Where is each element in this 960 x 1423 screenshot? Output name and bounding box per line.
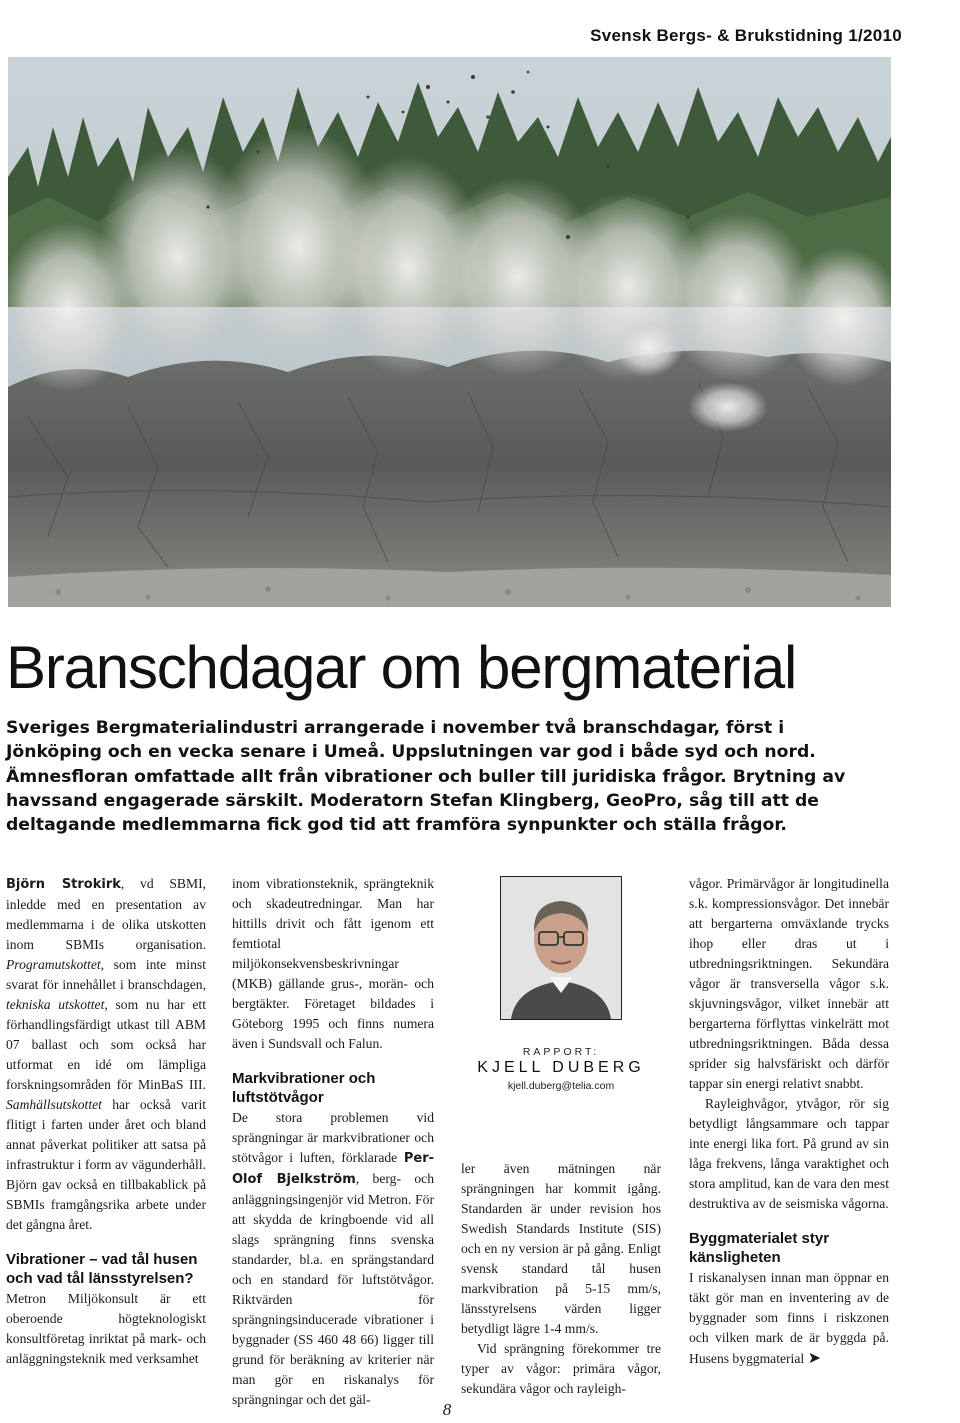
- committee-name: Samhällsutskottet: [6, 1097, 102, 1112]
- col3-paragraph-2: Vid sprängning förekommer tre typer av vågor: primära vågor, sekundära vågor och rayleigh-: [461, 1341, 661, 1396]
- column-3: [461, 1159, 661, 1399]
- subheading: Vibrationer – vad tål husen och vad tål länsstyrelsen?: [6, 1251, 198, 1287]
- blast-illustration: [8, 57, 891, 607]
- person-name: Björn Strokirk: [6, 877, 121, 892]
- column-2: [232, 874, 434, 1410]
- col1-paragraph-2: Metron Miljökonsult är ett oberoende högteknologiskt konsultföretag inriktat på mark- och anläggningsteknik med verksamhet: [6, 1291, 206, 1366]
- headline: Branschdagar om bergmaterial: [6, 634, 797, 701]
- report-label: RAPPORT:: [522, 1046, 600, 1058]
- committee-name: tekniska utskottet: [6, 997, 105, 1012]
- person-name: Per-Olof Bjelkström: [232, 1151, 434, 1187]
- author-name: KJELL DUBERG: [477, 1059, 645, 1076]
- author-email: kjell.duberg@telia.com: [507, 1080, 615, 1092]
- col4-paragraph-2: Rayleighvågor, ytvågor, rör sig betydligt långsammare och tappar inte energi lika fort. På grund av sin låga frekvens, långa varaktighet och stora amplitud, kan de vara den mest destruktiva av de seismiska vågorna.: [689, 1096, 889, 1211]
- subheading: Markvibrationer och luftstötvågor: [232, 1070, 376, 1106]
- column-4: [689, 874, 889, 1369]
- author-portrait-illustration: [501, 877, 621, 1019]
- col4-paragraph-1: vågor. Primärvågor är longitudinella s.k. kompressionsvågor. Det innebär att bergarterna omväxlande trycks ihop eller dras ut i utbredningsriktningen. Sekundära vågor är transversella vågor s.k. skjuvningsvågor, vilket innebär att bergarterna förflyttas vinkelrätt mot utbredningsriktningen. Båda dessa sprider sig halvsfäriskt och därför tappar sin energi relativt snabbt.: [689, 876, 889, 1091]
- masthead: Svensk Bergs- & Brukstidning 1/2010: [590, 26, 902, 45]
- col2-paragraph-1: inom vibrationsteknik, sprängteknik och skadeutredningar. Man har hittills drivit och fått igenom ett femtiotal miljökonsekvensbeskrivningar (MKB) gällande grus-, morän- och bergtäkter. Företaget bildades i Göteborg 1995 och finns numera även i Sundsvall och Falun.: [232, 876, 434, 1051]
- page-number: 8: [442, 1400, 452, 1419]
- author-byline: [461, 876, 661, 1092]
- blast-photo: [8, 57, 891, 607]
- subheading: Byggmaterialet styr känsligheten: [689, 1230, 830, 1266]
- col3-paragraph-1: ler även mätningen när sprängningen har kommit igång. Standarden är under revision hos Swedish Standards Institute (SIS) och en ny version är på gång. Enligt svensk standard tål husen markvibration på 5-15 mm/s, länsstyrelsens värden ligger betydligt lägre 1-4 mm/s.: [461, 1161, 661, 1336]
- ingress: Sveriges Bergmaterialindustri arrangerade i november två branschdagar, först i Jönköping och en vecka senare i Umeå. Uppslutningen var god i både syd och nord. Ämnesfloran omfattade allt från vibrationer och buller till juridiska frågor. Brytning av havssand engagerade särskilt. Moderatorn Stefan Klingberg, GeoPro, såg till att de deltagande medlemmarna fick god tid att framföra synpunkter och ställa frågor.: [6, 718, 846, 836]
- col4-paragraph-3: I riskanalysen innan man öppnar en täkt gör man en inventering av de byggnader som finns i riskzonen och vilken mark de är byggda på. Husens byggmaterial ➤: [689, 1270, 889, 1367]
- column-1: [6, 874, 206, 1369]
- col1-paragraph-1: Björn Strokirk, vd SBMI, inledde med en presentation av medlemmarna i de olika utskotten inom SBMIs organisation. Programutskottet, som inte minst svarat för innehållet i branschdagen, tekniska utskottet, som nu har ett förhandlingsfärdigt utkast till ABM 07 ballast och som också har utformat en idé om lämpliga forskningsområden för MinBaS III. Samhällsutskottet har också varit flitigt i farten under året och bland annat påverkat politiker att satsa på infrastruktur i form av vägunderhåll. Björn gav också en tillbakablick på SBMIs framgångsrika arbete under det gångna året.: [6, 876, 206, 1232]
- author-portrait: [500, 876, 622, 1020]
- committee-name: Programutskottet: [6, 957, 101, 972]
- col2-paragraph-2: De stora problemen vid sprängningar är markvibrationer och stötvågor i luften, förklarade Per-Olof Bjelkström, berg- och anläggningsingenjör vid Metron. För att skydda de kringboende vid all slags sprängning finns svenska standarder, bl.a. en sprängstandard och en standard för luftstötvågor. Riktvärden för sprängningsinducerade vibrationer i byggnader (SS 460 48 66) ligger till grund för beräkning av kriterier när man gör en riskanalys för sprängningar och det gäl-: [232, 1110, 434, 1407]
- arrow-right-icon: ➤: [807, 1348, 821, 1367]
